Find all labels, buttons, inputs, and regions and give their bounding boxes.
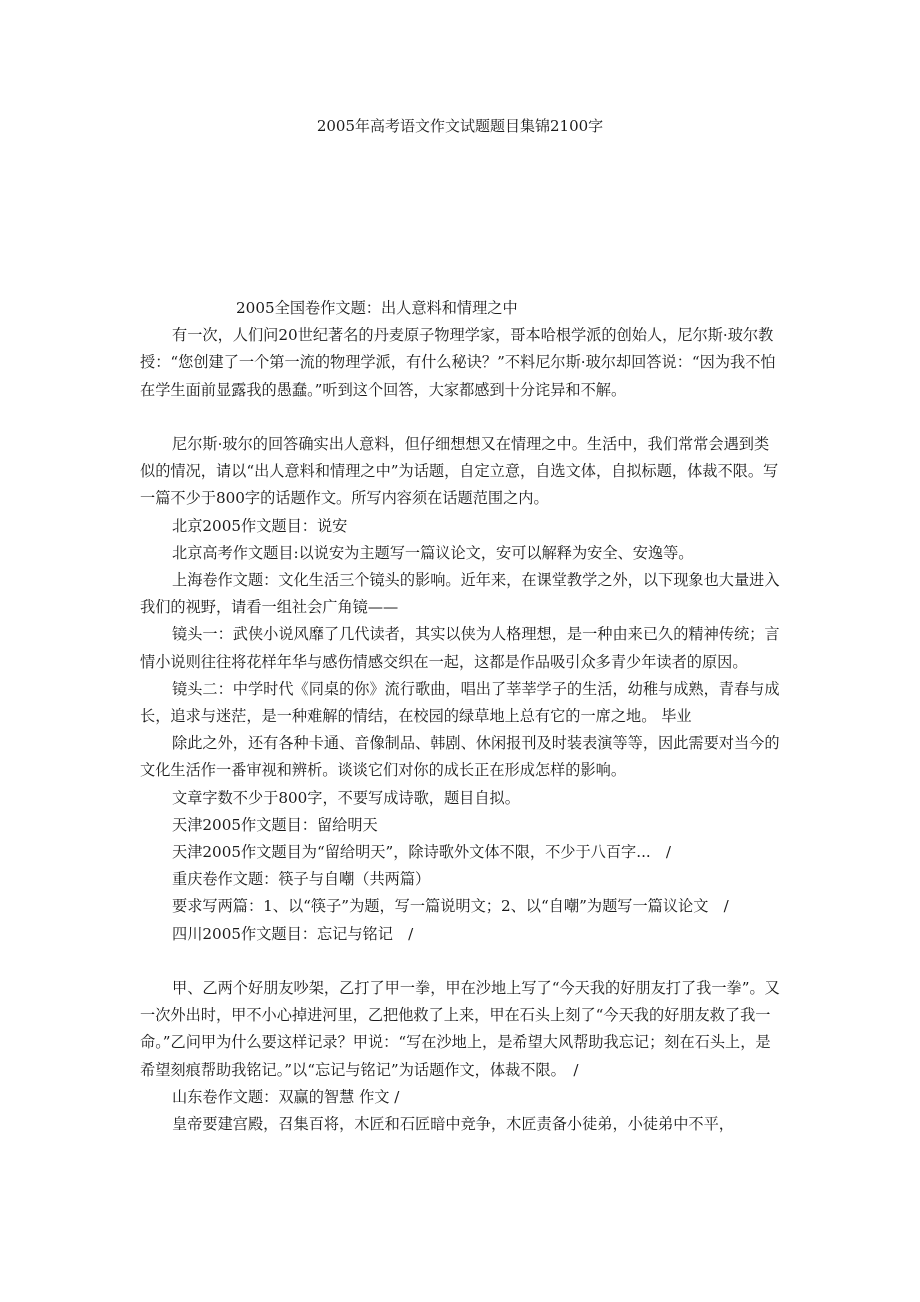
heading-beijing: 北京2005作文题目：说安 bbox=[172, 516, 348, 535]
heading-shandong: 山东卷作文题：双赢的智慧 作文 / bbox=[172, 1087, 400, 1106]
section-heading-national: 2005全国卷作文题：出人意料和情理之中 bbox=[236, 299, 518, 317]
paragraph-chongqing: 要求写两篇：1、以“筷子”为题，写一篇说明文；2、以“自嘲”为题写一篇议论文 / bbox=[172, 897, 729, 916]
paragraph-sichuan-story: 甲、乙两个好朋友吵架，乙打了甲一拳，甲在沙地上写了“今天我的好朋友打了我一拳”。又一次外出时，甲不小心掉进河里，乙把他救了上来，甲在石头上刻了“今天我的好朋友救了我一命。”乙问甲为什么要这样记录？甲说：“写在沙地上，是希望大风帮助我忘记；刻在石头上，是希望刻痕帮助我铭记。”以“忘记与铭记”为话题作文，体裁不限。 / bbox=[140, 979, 780, 1079]
heading-tianjin: 天津2005作文题目：留给明天 bbox=[172, 815, 378, 834]
heading-sichuan: 四川2005作文题目：忘记与铭记 / bbox=[172, 924, 414, 943]
paragraph-beijing: 北京高考作文题目:以说安为主题写一篇议论文，安可以解释为安全、安逸等。 bbox=[172, 543, 694, 562]
document-body bbox=[140, 295, 784, 1138]
paragraph-word-count: 文章字数不少于800字，不要写成诗歌，题目自拟。 bbox=[172, 788, 520, 807]
paragraph-bohr-prompt: 尼尔斯·玻尔的回答确实出人意料，但仔细想想又在情理之中。生活中，我们常常会遇到类似的情况，请以“出人意料和情理之中”为话题，自定立意，自选文体，自拟标题，体裁不限。写一篇不少于800字的话题作文。所写内容须在话题范围之内。 bbox=[140, 435, 779, 508]
blank-line bbox=[140, 948, 784, 975]
paragraph-shanghai: 上海卷作文题：文化生活三个镜头的影响。近年来，在课堂教学之外，以下现象也大量进入我们的视野，请看一组社会广角镜—— bbox=[140, 571, 780, 617]
paragraph-shandong: 皇帝要建宫殿，召集百将，木匠和石匠暗中竞争，木匠责备小徒弟，小徒弟中不平， bbox=[172, 1115, 734, 1134]
paragraph-tianjin: 天津2005作文题目为“留给明天”，除诗歌外文体不限，不少于八百字... / bbox=[172, 843, 672, 862]
blank-line bbox=[140, 404, 784, 431]
paragraph-shot-one: 镜头一：武侠小说风靡了几代读者，其实以侠为人格理想，是一种由来已久的精神传统；言情小说则往往将花样年华与感伤情感交织在一起，这都是作品吸引众多青少年读者的原因。 bbox=[140, 625, 780, 671]
paragraph-bohr-story: 有一次，人们问20世纪著名的丹麦原子物理学家，哥本哈根学派的创始人，尼尔斯·玻尔教授：“您创建了一个第一流的物理学派，有什么秘诀？”不料尼尔斯·玻尔却回答说：“因为我不怕在学生面前显露我的愚蠢。”听到这个回答，大家都感到十分诧异和不解。 bbox=[140, 326, 776, 399]
paragraph-shot-two: 镜头二：中学时代《同桌的你》流行歌曲，唱出了莘莘学子的生活，幼稚与成熟，青春与成长，追求与迷茫，是一种难解的情结，在校园的绿草地上总有它的一席之地。 毕业 bbox=[140, 679, 780, 726]
heading-chongqing: 重庆卷作文题：筷子与自嘲（共两篇） bbox=[172, 870, 431, 889]
document-title: 2005年高考语文作文试题题目集锦2100字 bbox=[316, 117, 604, 135]
paragraph-besides: 除此之外，还有各种卡通、音像制品、韩剧、休闲报刊及时装表演等等，因此需要对当今的文化生活作一番审视和辨析。谈谈它们对你的成长正在形成怎样的影响。 bbox=[140, 734, 780, 780]
